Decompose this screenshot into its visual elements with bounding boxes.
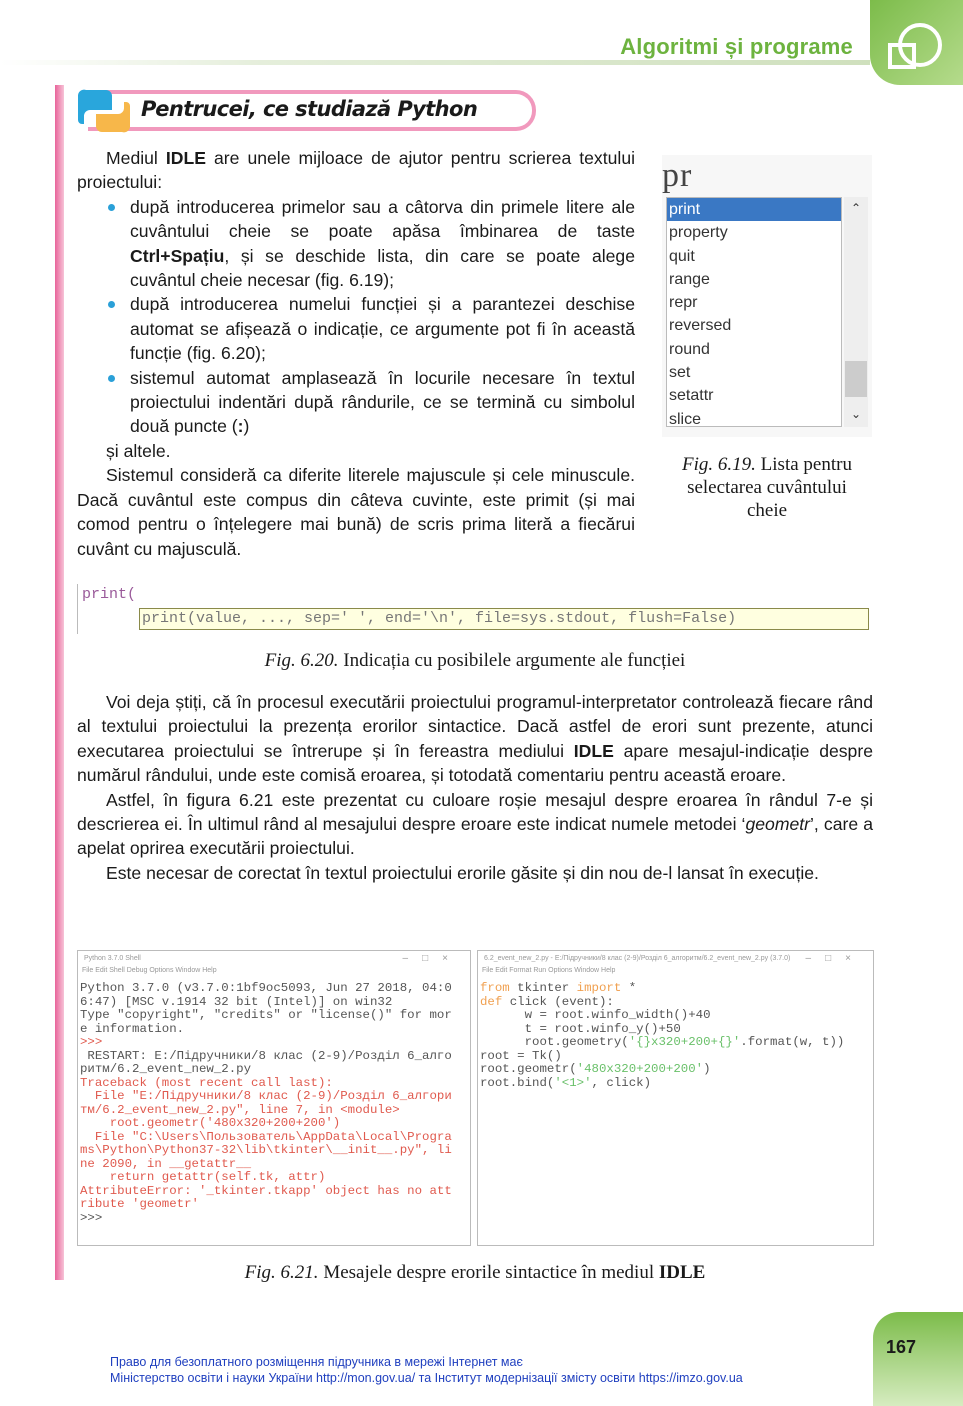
list-item[interactable]: print	[667, 198, 841, 221]
chapter-title: Algoritmi și programe	[620, 34, 853, 59]
body-text: Voi deja știți, că în procesul executării proiectului programul-interpretator controlează fiecare rând al textului proiectului la prezența erorilor sintactice. Dacă astfel de erori sunt prezente, atunci executarea proiectului se întrerupe și în fereastra mediului IDLE apare mesajul-indicație despre numărul rândului, unde este comisă eroarea, și totodată comentariu pentru această eroare. Astfel, în figura 6.21 este prezentat cu culoare roșie mesajul despre eroarea în rândul 7-e și descrierea ei. În ultimul rând al mesajului despre eroare este indicat numele metodei ‘geometr’, care a apelat oprirea executării proiectului. Este necesar de corectat în textul proiectului erorile găsite și din nou de-l lansat în execuție.	[77, 692, 873, 883]
idle-shell-window	[77, 950, 471, 1246]
list-item: după introducerea numelui funcției și a parantezei deschise automat se afișează o indicație, ce argumente pot fi în această funcție (fig. 6.20);	[77, 292, 635, 365]
autocomplete-list[interactable]	[666, 197, 842, 427]
footer	[110, 1354, 743, 1386]
typed-text: pr	[662, 157, 693, 194]
list-item[interactable]: property	[669, 224, 728, 242]
chapter-tab	[870, 0, 963, 85]
typed-code: print(	[82, 586, 137, 603]
footer-line: Міністерство освіти і науки України http://mon.gov.ua/ та Інститут модернізації змісту освіти https://imzo.gov.ua	[110, 1371, 743, 1385]
menu-bar[interactable]: File Edit Shell Debug Options Window Help	[82, 967, 217, 974]
scrollbar-thumb[interactable]	[845, 361, 867, 397]
list-item[interactable]: range	[669, 270, 710, 288]
figure-caption: Fig. 6.21. Mesajele despre erorile sintactice în mediul IDLE	[244, 1262, 706, 1283]
list-item: după introducerea primelor sau a câtorva din primele litere ale cuvântului cheie se poate apăsa îmbinarea de taste Ctrl+Spațiu, și se deschide lista, din care se poate alege cuvântul cheie necesar (fig. 6.19);	[77, 195, 635, 293]
side-bar	[55, 85, 64, 1280]
python-logo-icon	[78, 86, 130, 136]
page-number-tab	[873, 1312, 963, 1406]
autocomplete-figure	[662, 155, 872, 437]
calltip: print(value, ..., sep=' ', end='\n', file=sys.stdout, flush=False)	[139, 608, 869, 630]
window-controls[interactable]: –□×	[805, 953, 865, 964]
list-item[interactable]: reversed	[669, 317, 732, 335]
chapter-icon	[870, 0, 963, 85]
list-item[interactable]: setattr	[669, 387, 714, 405]
list-item[interactable]: slice	[669, 410, 702, 428]
text: și altele.	[106, 440, 171, 461]
scrollbar[interactable]	[844, 197, 868, 427]
calltip-figure	[77, 584, 873, 634]
footer-line: Право для безоплатного розміщення підручника в мережі Інтернет має	[110, 1355, 523, 1369]
intro-text	[77, 146, 635, 561]
window-title: Python 3.7.0 Shell –□×	[84, 953, 462, 964]
text: are unele mijloace de ajutor pentru scrierea textului proiectului:	[77, 148, 636, 193]
code-editor[interactable]: from tkinter import * def click (event): w = root.winfo_width()+40 t = root.winfo_y()+50 root.geometry('{}x320+200+{}'.format(w, t)) root = Tk() root.geometr('480x320+200+200') root.bind('<1>', click)	[480, 981, 845, 1090]
figure-caption: Fig. 6.20. Indicația cu posibilele argumente ale funcției	[264, 650, 686, 671]
figure-caption: Fig. 6.19. Lista pentru selectarea cuvântului cheie	[682, 454, 852, 521]
list-item[interactable]: quit	[669, 247, 695, 265]
chevron-down-icon[interactable]: ⌄	[851, 407, 862, 421]
list-item[interactable]: repr	[669, 294, 698, 312]
chevron-up-icon[interactable]: ⌃	[851, 201, 862, 215]
text-bold: IDLE	[165, 148, 206, 168]
list-item[interactable]: set	[669, 364, 691, 382]
list-item[interactable]: round	[669, 340, 710, 358]
text: Sistemul consideră ca diferite literele majuscule și cele minuscule. Dacă cuvântul este compus din câteva cuvinte, este primit (și mai comod pentru o înțelegere mai bună) de scris prima literă a fiecărui cuvânt cu majusculă.	[77, 465, 635, 559]
list-item: sistemul automat amplasează în locurile necesare în textul proiectului indentări după rândurile, ce se termină cu simbolul două puncte (:)	[77, 366, 635, 439]
window-controls[interactable]: –□×	[402, 953, 462, 964]
page-number: 167	[886, 1337, 917, 1357]
window-title: 6.2_event_new_2.py - E:/Підручники/8 клас (2-9)/Розділ 6_алгоритм/6.2_event_new_2.py (3.7.0) –□×	[484, 953, 865, 964]
section-heading: Pentrucei, ce studiază Python	[141, 97, 478, 121]
idle-editor-window	[477, 950, 874, 1246]
shell-output: Python 3.7.0 (v3.7.0:1bf9oc5093, Jun 27 2018, 04:0 6:47) [MSC v.1914 32 bit (Intel)] on win32 Type "copyright", "credits" or "license()" for mor e information. >>> RESTART: E:/Підручники/8 клас (2-9)/Розділ 6_алго ритм/6.2_event_new_2.py Traceback (most recent call last): File "E:/Підручники/8 клас (2-9)/Розділ 6_алгори тм/6.2_event_new_2.py", line 7, in <module> root.geometr('480x320+200+200') File "C:\Users\Пользователь\AppData\Local\Progra ms\Python\Python37-32\lib\tkinter\__init__.py", li ne 2090, in __getattr__ return getattr(self.tk, attr) AttributeError: '_tkinter.tkapp' object has no att ribute 'geometr' >>>	[80, 981, 452, 1225]
text: Mediul	[106, 148, 166, 168]
feature-list	[77, 195, 635, 439]
header-divider	[0, 60, 870, 65]
menu-bar[interactable]: File Edit Format Run Options Window Help	[482, 967, 616, 974]
